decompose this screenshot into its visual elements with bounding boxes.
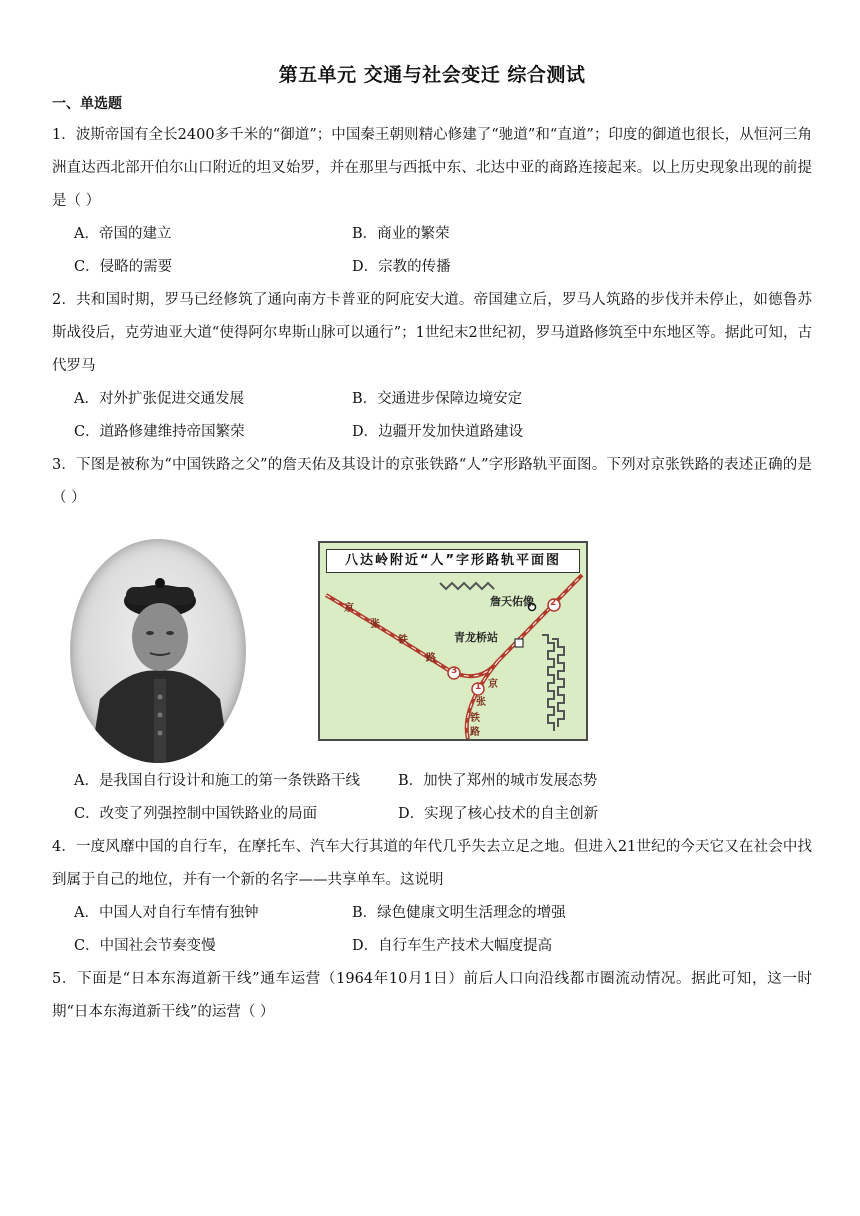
marker-2: 2 — [550, 598, 557, 608]
option-list — [52, 765, 812, 831]
station-label: 青龙桥站 — [454, 631, 498, 644]
page-title: 第五单元 交通与社会变迁 综合测试 — [278, 64, 586, 86]
question-5 — [52, 963, 812, 1029]
option-d[interactable]: D．边疆开发加快道路建设 — [352, 424, 524, 440]
option-c[interactable]: C．侵略的需要 — [74, 259, 173, 275]
option-d[interactable]: D．宗教的传播 — [352, 259, 451, 275]
option-list — [52, 218, 812, 284]
option-b[interactable]: B．加快了郑州的城市发展态势 — [398, 773, 598, 789]
option-a[interactable]: A．是我国自行设计和施工的第一条铁路干线 — [74, 773, 360, 789]
option-b[interactable]: B．绿色健康文明生活理念的增强 — [352, 905, 566, 921]
question-4 — [52, 831, 812, 963]
rail-char: 铁 — [470, 713, 480, 724]
zhan-tianyou-portrait — [70, 539, 246, 763]
map-title: 八达岭附近“人”字形路轨平面图 — [326, 549, 580, 573]
option-a[interactable]: A．帝国的建立 — [74, 226, 172, 242]
section-heading: 一、单选题 — [52, 96, 122, 112]
question-stem: 5．下面是“日本东海道新干线”通车运营（1964年10月1日）前后人口向沿线都市圈流动情况。据此可知，这一时期“日本东海道新干线”的运营（ ） — [52, 971, 812, 1020]
question-3 — [52, 449, 812, 831]
question-stem: 1．波斯帝国有全长2400多千米的“御道”；中国秦王朝则精心修建了“驰道”和“直道”；印度的御道也很长，从恒河三角洲直达西北部开伯尔山口附近的坦叉始罗，并在那里与西抵中东、北达中亚的商路连接起来。以上历史现象出现的前提是（ ） — [52, 127, 812, 209]
question-1 — [52, 119, 812, 284]
question-stem: 2．共和国时期，罗马已经修筑了通向南方卡普亚的阿庇安大道。帝国建立后，罗马人筑路的步伐并未停止，如德鲁苏斯战役后，克劳迪亚大道“使得阿尔卑斯山脉可以通行”；1世纪末2世纪初，罗马道路修筑至中东地区等。据此可知，古代罗马 — [52, 292, 812, 374]
option-c[interactable]: C．中国社会节奏变慢 — [74, 938, 216, 954]
figure-row — [52, 521, 812, 761]
railway-map — [318, 541, 588, 741]
rail-char: 路 — [426, 653, 436, 664]
rail-char: 京 — [488, 679, 498, 690]
marker-1: 1 — [475, 682, 482, 692]
option-d[interactable]: D．自行车生产技术大幅度提高 — [352, 938, 553, 954]
marker-3: 3 — [451, 666, 458, 676]
option-c[interactable]: C．改变了列强控制中国铁路业的局面 — [74, 806, 318, 822]
option-b[interactable]: B．交通进步保障边境安定 — [352, 391, 523, 407]
option-d[interactable]: D．实现了核心技术的自主创新 — [398, 806, 599, 822]
document-page — [52, 56, 812, 1029]
option-list — [52, 897, 812, 963]
question-stem: 3．下图是被称为“中国铁路之父”的詹天佑及其设计的京张铁路“人”字形路轨平面图。下列对京张铁路的表述正确的是（ ） — [52, 457, 812, 506]
option-b[interactable]: B．商业的繁荣 — [352, 226, 450, 242]
statue-label: 詹天佑像 — [490, 595, 534, 608]
rail-char: 路 — [470, 727, 480, 738]
option-list — [52, 383, 812, 449]
question-2 — [52, 284, 812, 449]
question-stem: 4．一度风靡中国的自行车，在摩托车、汽车大行其道的年代几乎失去立足之地。但进入21世纪的今天它又在社会中找到属于自己的地位，并有一个新的名字——共享单车。这说明 — [52, 839, 812, 888]
option-a[interactable]: A．对外扩张促进交通发展 — [74, 391, 244, 407]
rail-char: 张 — [370, 619, 380, 630]
rail-char: 京 — [344, 603, 354, 614]
option-c[interactable]: C．道路修建维持帝国繁荣 — [74, 424, 245, 440]
option-a[interactable]: A．中国人对自行车情有独钟 — [74, 905, 259, 921]
rail-char: 张 — [476, 697, 486, 708]
rail-char: 铁 — [398, 635, 408, 646]
